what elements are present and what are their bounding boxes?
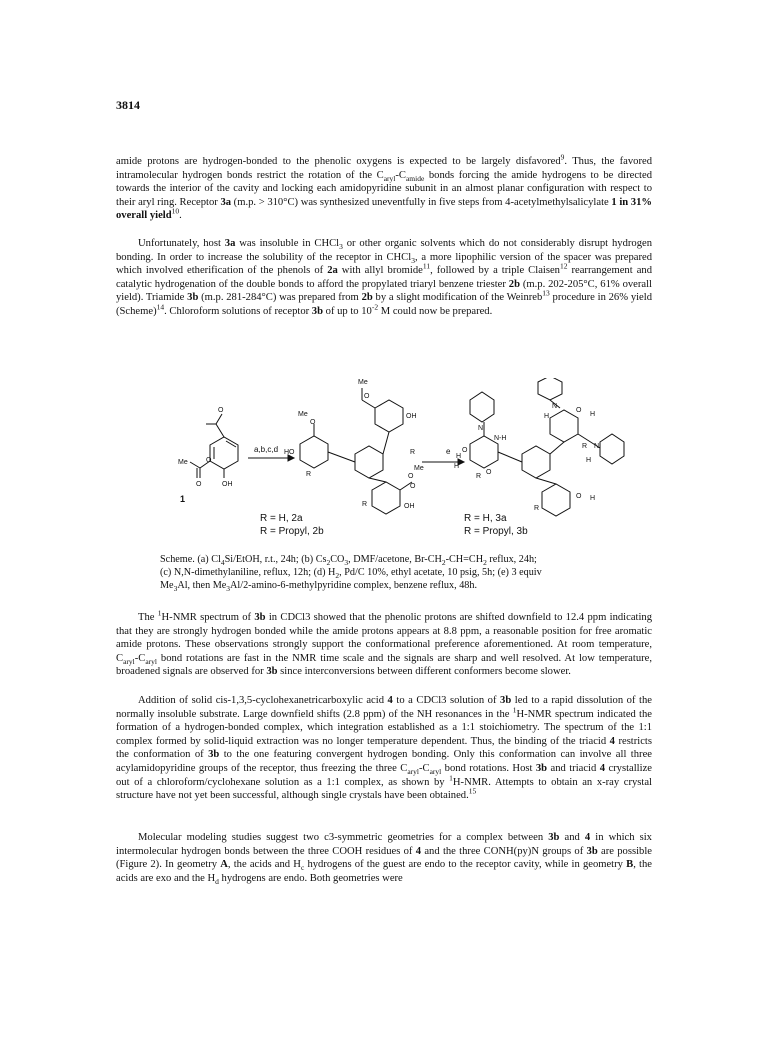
svg-text:N: N (594, 443, 600, 450)
svg-text:R: R (362, 501, 368, 508)
svg-text:H: H (544, 413, 550, 420)
svg-text:O: O (576, 493, 582, 500)
svg-text:Me: Me (178, 459, 188, 466)
page-number: 3814 (116, 98, 140, 112)
svg-text:O: O (576, 407, 582, 414)
svg-text:R: R (306, 471, 312, 478)
r-3b-label: R = Propyl, 3b (464, 526, 528, 537)
svg-text:N: N (552, 403, 558, 410)
svg-text:OH: OH (222, 481, 233, 488)
paragraph-5: Molecular modeling studies suggest two c3-symmetric geometries for a complex between 3b and 4 in which six intermolecular hydrogen bonds between the three COOH residues of 4 and the three CONH(py)N groups of 3b are possible (Figure 2). In geometry A, the acids and $H_c$ hydrogens of the guest are endo to the receptor cavity, while in geometry B, the acids are exo and the $H_d$ hydrogens are endo. Both geometries were (116, 832, 652, 886)
paragraph-4: Addition of solid cis-1,3,5-cyclohexanetricarboxylic acid 4 to a CDCl3 solution of 3b led to a rapid dissolution of the normally insoluble substrate. Large downfield shifts (2.8 ppm) of the NH resonances in the $^1$H-NMR spectrum indicated the formation of a hydrogen-bonded complex, which integration established as a 1:1 stoichiometry. The spectrum of the 1:1 complex formed by solid-liquid extraction was no longer temperature dependent. Thus, the binding of the triacid 4 restricts the conformation of 3b to the one featuring convergent hydrogen bonding. Only this conformation can involve all three acylamidopyridine groups of the receptor, thus freezing the three $C_{aryl}-C_{aryl}$ bond rotations. Host 3b and triacid 4 crystallize out of a chloroform/cyclohexane solution as a 1:1 complex, as shown by $^1$H-NMR. Attempts to obtain an x-ray crystal structure have not yet been successful, although single crystals have been obtained.$^{15}$ (116, 695, 653, 802)
svg-text:OH: OH (404, 503, 415, 510)
svg-text:H: H (586, 457, 592, 464)
svg-text:R: R (582, 443, 588, 450)
svg-text:O: O (486, 469, 492, 476)
svg-text:H: H (456, 453, 462, 460)
r-2a-label: R = H, 2a (260, 513, 303, 524)
svg-text:O: O (462, 447, 468, 454)
svg-text:HO: HO (284, 449, 295, 456)
paragraph-1: amide protons are hydrogen-bonded to the phenolic oxygens is expected to be largely disfavored$^9$. Thus, the favored intramolecular hydrogen bonds restrict the rotation of the $C_{aryl}-C_{amide}$ bonds forcing the amide hydrogens to be directed towards the interior of the cavity and locking each amidopyridine subunit in an almost planar configuration with respect to their aryl ring. Receptor 3a (m.p. > 310°C) was synthesized uneventfully in five steps from 4-acetylmethylsalicylate 1 in 31% overall yield$^{10}$. (116, 152, 653, 222)
step-e-label: e (446, 447, 451, 456)
reaction-scheme (150, 378, 650, 540)
svg-text:O: O (408, 473, 414, 480)
svg-text:H: H (590, 411, 596, 418)
paragraph-3: The $^1$H-NMR spectrum of 3b in CDCl3 showed that the phenolic protons are shifted downfield to 12.4 ppm indicating that they are strongly hydrogen bonded while the amide protons appears at 8.8 ppm, a reasonable position for free aromatic amide protons. These observations strongly support the conformational preference aforementioned. At room temperature, $C_{aryl}-C_{aryl}$ bond rotations are fast in the NMR time scale and the signals are sharp and well resolved. At low temperature, broadened signals are observed for 3b since interconversions between different conformers become slower. (116, 608, 652, 678)
svg-text:Me: Me (414, 465, 424, 472)
svg-text:Me: Me (298, 411, 308, 418)
svg-text:O: O (196, 481, 202, 488)
r-2b-label: R = Propyl, 2b (260, 526, 324, 537)
svg-text:H: H (454, 463, 460, 470)
svg-text:R: R (534, 505, 540, 512)
svg-text:OH: OH (406, 413, 417, 420)
svg-text:O: O (206, 457, 212, 464)
paragraph-2: Unfortunately, host 3a was insoluble in CHCl$_3$ or other organic solvents which do not considerably disrupt hydrogen bonding. In order to increase the solubility of the receptor in CHCl$_3$, a more lipophilic version of the spacer was prepared which involved etherification of the phenols of 2a with allyl bromide$^{11}$, followed by a triple Claisen$^{12}$ rearrangement and catalytic hydrogenation of the double bonds to afford the propylated triaryl benzene triester 2b (m.p. 202-205°C, 61% overall yield). Triamide 3b (m.p. 281-284°C) was prepared from 2b by a slight modification of the Weinreb$^{13}$ procedure in 26% yield (Scheme)$^{14}$. Chloroform solutions of receptor 3b of up to $10^{-2}$ M could now be prepared. (116, 238, 653, 317)
svg-text:R: R (410, 449, 416, 456)
svg-text:O: O (310, 419, 316, 426)
svg-text:N: N (478, 425, 484, 432)
svg-text:O: O (364, 393, 370, 400)
compound-1-label: 1 (180, 494, 186, 504)
svg-text:R: R (476, 473, 482, 480)
svg-text:O: O (218, 407, 224, 414)
svg-text:Me: Me (358, 379, 368, 386)
svg-text:N-H: N-H (494, 435, 507, 442)
reagents-label: a,b,c,d (254, 445, 279, 454)
svg-text:H: H (590, 495, 596, 502)
scheme-caption: Scheme. (a) $Cl_4Si$/EtOH, r.t., 24h; (b) $Cs_2CO_3$, DMF/acetone, $Br-CH_2-CH=CH_2$ reflux, 24h; (c) N,N-dimethylaniline, reflux, 12h; (d) $H_2$, Pd/C 10%, ethyl acetate, 10 psig, 5h; (e) 3 equiv $Me_3Al$, then $Me_3Al/2-amino-6$-methylpyridine complex, benzene reflux, 48h. (160, 554, 542, 594)
svg-text:O: O (410, 483, 416, 490)
r-3a-label: R = H, 3a (464, 513, 507, 524)
